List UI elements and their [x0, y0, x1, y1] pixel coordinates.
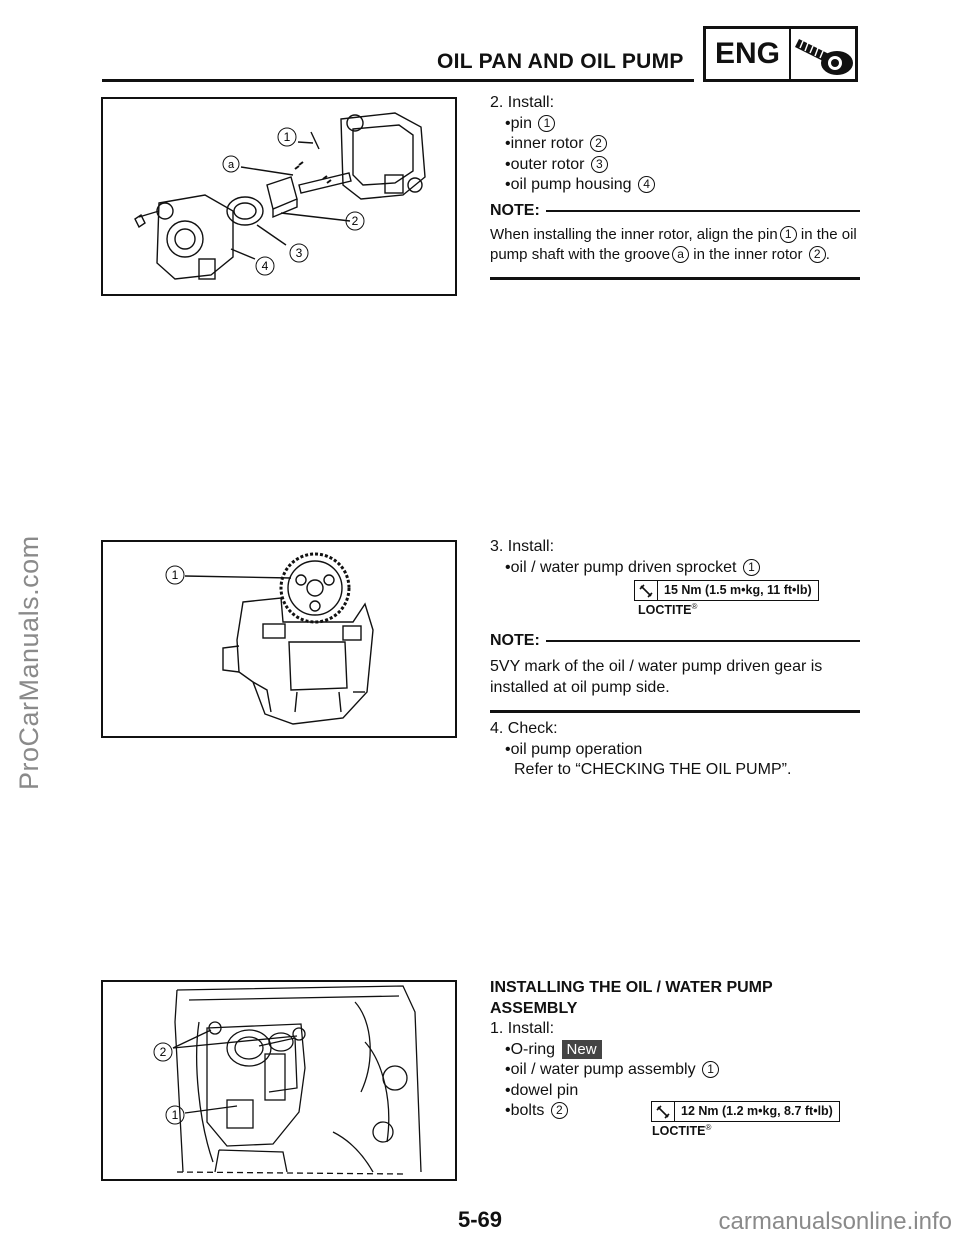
list-item: •oil pump housing 4 [505, 175, 860, 196]
torque-wrench-icon [635, 581, 658, 600]
install-assembly-block [490, 978, 860, 1122]
loctite-label: LOCTITE® [652, 1123, 712, 1139]
step-label: 4. Check: [490, 720, 558, 737]
loctite-label: LOCTITE® [638, 602, 698, 618]
reference-text: Refer to “CHECKING THE OIL PUMP”. [514, 761, 792, 778]
callout-1: 1 [283, 130, 291, 144]
new-part-badge: New [562, 1040, 602, 1059]
check-pump-block [490, 719, 860, 781]
section-heading-cont: ASSEMBLY [490, 999, 578, 1017]
side-watermark: ProCarManuals.com [14, 535, 44, 790]
engine-oil-icon [791, 29, 855, 79]
callout-2: 2 [351, 214, 359, 228]
section-badge [703, 26, 858, 82]
driven-sprocket-drawing [103, 542, 455, 736]
callout-1: 1 [171, 1108, 179, 1122]
note-heading: NOTE: [490, 201, 860, 222]
torque-value: 12 Nm (1.2 m•kg, 8.7 ft•lb) [681, 1104, 833, 1118]
callout-4: 4 [261, 259, 269, 273]
bottom-watermark: carmanualsonline.info [718, 1208, 952, 1235]
callout-1: 1 [171, 568, 179, 582]
torque-spec [651, 1101, 840, 1122]
header-divider [102, 79, 694, 82]
step-label: 3. Install: [490, 538, 555, 555]
torque-wrench-icon [652, 1102, 675, 1121]
torque-spec [634, 580, 819, 601]
page-title: OIL PAN AND OIL PUMP [437, 50, 684, 73]
section-heading: INSTALLING THE OIL / WATER PUMP [490, 979, 773, 996]
oil-pump-exploded-drawing [103, 99, 455, 294]
step-label: 2. Install: [490, 94, 555, 111]
figure-driven-sprocket [101, 540, 457, 738]
list-item: •inner rotor 2 [505, 134, 860, 155]
figure1-callouts [223, 128, 364, 275]
note-text: 5VY mark of the oil / water pump driven gear is installed at oil pump side. [490, 657, 823, 696]
pump-assembly-drawing [103, 982, 455, 1179]
list-item: •O-ring New [505, 1040, 860, 1061]
sprocket-note-block [490, 626, 860, 713]
figure-oil-pump-exploded [101, 97, 457, 296]
torque-value: 15 Nm (1.5 m•kg, 11 ft•lb) [664, 583, 812, 597]
list-item: •oil pump operation [505, 740, 643, 758]
step-label: 1. Install: [490, 1020, 555, 1037]
callout-a: a [227, 159, 235, 171]
figure2-callouts [166, 566, 184, 584]
figure-pump-assembly [101, 980, 457, 1181]
list-item: •oil / water pump driven sprocket 1 [505, 558, 860, 579]
list-item: •bolts 2 [505, 1101, 860, 1122]
note-end-divider [490, 277, 860, 280]
section-label: ENG [706, 29, 791, 79]
note-end-divider [490, 710, 860, 713]
install-sprocket-block [490, 537, 860, 578]
note-text: When installing the inner rotor, align the pin 1 in the oil pump shaft with the groove a in the inner rotor 2 . [490, 226, 857, 263]
note-heading: NOTE: [490, 631, 860, 652]
list-item: •outer rotor 3 [505, 155, 860, 176]
install-rotors-block [490, 93, 860, 280]
callout-2: 2 [159, 1045, 167, 1059]
list-item: •pin 1 [505, 114, 860, 135]
list-item: •dowel pin [505, 1081, 579, 1099]
callout-3: 3 [295, 246, 303, 260]
page-number: 5-69 [457, 1207, 503, 1232]
list-item: •oil / water pump assembly 1 [505, 1060, 860, 1081]
